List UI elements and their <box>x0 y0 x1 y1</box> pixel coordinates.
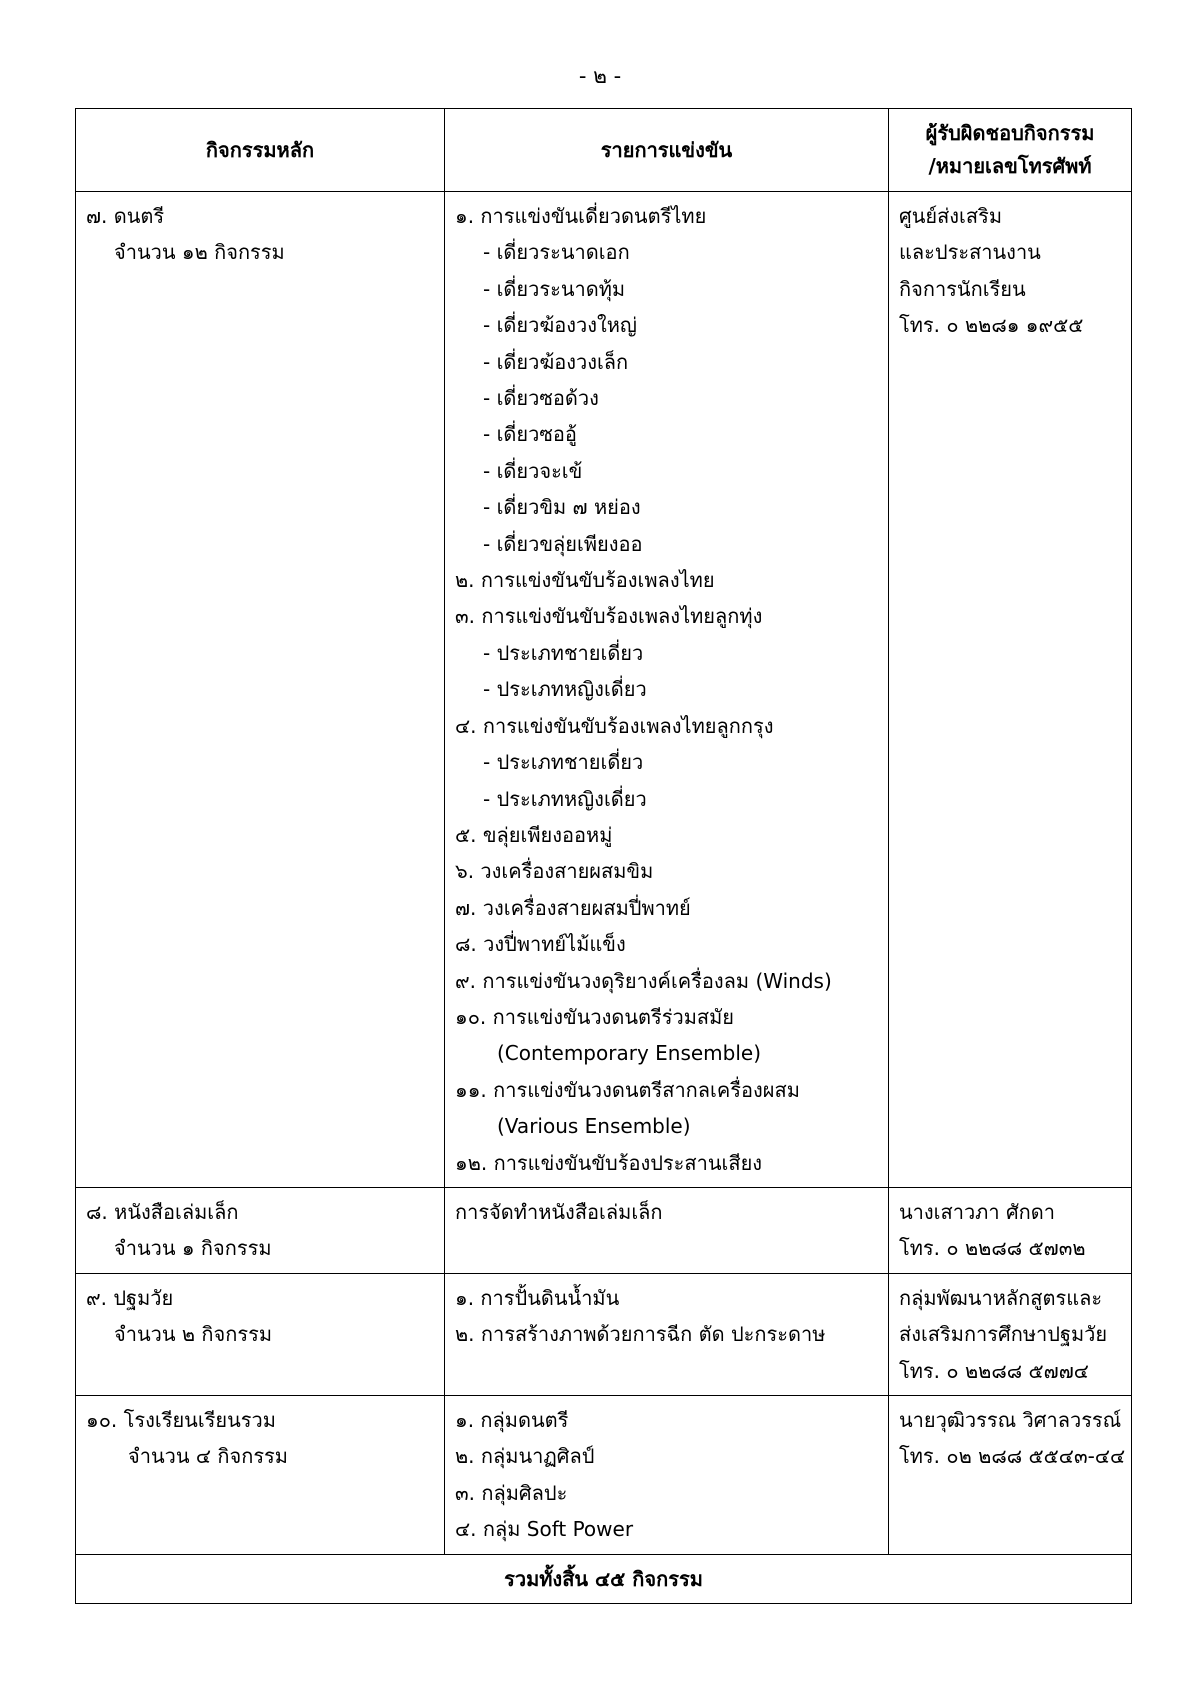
table-row <box>76 1273 1132 1395</box>
responsible-line: กิจการนักเรียน <box>899 276 1026 301</box>
activity-title: ๑๐. โรงเรียนเรียนรวม <box>86 1408 276 1432</box>
list-item: - เดี่ยวฆ้องวงใหญ่ <box>483 313 637 338</box>
responsible-line: โทร. ๐ ๒๒๘๘ ๕๗๓๒ <box>899 1236 1086 1261</box>
list-item: ๑๑. การแข่งขันวงดนตรีสากลเครื่องผสม <box>455 1077 800 1102</box>
list-item: - เดี่ยวระนาดทุ้ม <box>483 276 626 301</box>
responsible-line: กลุ่มพัฒนาหลักสูตรและ <box>899 1285 1103 1310</box>
header-competition-list: รายการแข่งขัน <box>445 109 889 192</box>
responsible-line: โทร. ๐ ๒๒๘๑ ๑๙๕๕ <box>899 313 1084 338</box>
list-item: การจัดทำหนังสือเล่มเล็ก <box>455 1199 663 1224</box>
activities-table <box>75 108 1132 1604</box>
list-item: - เดี่ยวจะเข้ <box>483 458 583 483</box>
list-item: - ประเภทหญิงเดี่ยว <box>483 786 647 811</box>
list-item: ๙. การแข่งขันวงดุริยางค์เครื่องลม (Winds) <box>455 968 832 993</box>
list-item: (Contemporary Ensemble) <box>497 1041 762 1066</box>
list-item: ๔. การแข่งขันขับร้องเพลงไทยลูกกรุง <box>455 713 774 738</box>
responsible-cell <box>889 1396 1132 1555</box>
list-item: (Various Ensemble) <box>497 1114 691 1139</box>
list-item: ๑. การแข่งขันเดี่ยวดนตรีไทย <box>455 204 707 228</box>
list-item: ๕. ขลุ่ยเพียงออหมู่ <box>455 822 613 847</box>
list-item: ๓. กลุ่มศิลปะ <box>455 1480 568 1505</box>
responsible-line: โทร. ๐ ๒๒๘๘ ๕๗๗๔ <box>899 1358 1089 1383</box>
list-item: - ประเภทชายเดี่ยว <box>483 640 644 665</box>
list-item: - เดี่ยวฆ้องวงเล็ก <box>483 349 629 374</box>
list-item: - ประเภทหญิงเดี่ยว <box>483 677 647 702</box>
activity-cell <box>76 1273 445 1395</box>
responsible-cell <box>889 1273 1132 1395</box>
list-item: ๑. การปั้นดินน้ำมัน <box>455 1285 620 1310</box>
table-header-row <box>76 109 1132 192</box>
list-item: ๘. วงปี่พาทย์ไม้แข็ง <box>455 932 626 957</box>
responsible-cell <box>889 192 1132 1188</box>
responsible-line: นายวุฒิวรรณ วิศาลวรรณ์ <box>899 1408 1122 1432</box>
list-item: ๒. การแข่งขันขับร้องเพลงไทย <box>455 568 715 593</box>
list-item: - ประเภทชายเดี่ยว <box>483 750 644 775</box>
header-main-activity: กิจกรรมหลัก <box>76 109 445 192</box>
total-label: รวมทั้งสิ้น ๔๕ กิจกรรม <box>76 1554 1132 1603</box>
page-number: - ๒ - <box>578 64 622 88</box>
table-row <box>76 192 1132 1188</box>
activity-count: จำนวน ๑๒ กิจกรรม <box>114 240 285 265</box>
list-item: ๑๐. การแข่งขันวงดนตรีร่วมสมัย <box>455 1004 735 1029</box>
activity-cell <box>76 192 445 1188</box>
list-item: ๑. กลุ่มดนตรี <box>455 1408 569 1432</box>
activity-count: จำนวน ๒ กิจกรรม <box>114 1322 273 1347</box>
list-item: ๒. การสร้างภาพด้วยการฉีก ตัด ปะกระดาษ <box>455 1322 826 1347</box>
header-responsible-line2: /หมายเลขโทรศัพท์ <box>928 154 1092 178</box>
list-item: - เดี่ยวระนาดเอก <box>483 240 630 265</box>
list-item: ๗. วงเครื่องสายผสมปี่พาทย์ <box>455 895 691 920</box>
competition-cell <box>445 192 889 1188</box>
activity-title: ๙. ปฐมวัย <box>86 1285 174 1310</box>
list-item: - เดี่ยวซอด้วง <box>483 386 599 411</box>
header-responsible-line1: ผู้รับผิดชอบกิจกรรม <box>925 121 1095 145</box>
responsible-line: นางเสาวภา ศักดา <box>899 1199 1055 1224</box>
table-row <box>76 1187 1132 1273</box>
total-row <box>76 1554 1132 1603</box>
responsible-cell <box>889 1187 1132 1273</box>
competition-cell <box>445 1396 889 1555</box>
list-item: ๒. กลุ่มนาฏศิลป์ <box>455 1444 595 1469</box>
activity-count: จำนวน ๑ กิจกรรม <box>114 1236 272 1261</box>
activity-title: ๗. ดนตรี <box>86 204 165 228</box>
list-item: - เดี่ยวขิม ๗ หย่อง <box>483 495 641 520</box>
responsible-line: ส่งเสริมการศึกษาปฐมวัย <box>899 1322 1108 1347</box>
competition-cell <box>445 1187 889 1273</box>
list-item: - เดี่ยวซออู้ <box>483 422 577 447</box>
responsible-line: ศูนย์ส่งเสริม <box>899 204 1003 228</box>
activity-count: จำนวน ๔ กิจกรรม <box>128 1444 288 1469</box>
list-item: - เดี่ยวขลุ่ยเพียงออ <box>483 531 643 556</box>
list-item: ๑๒. การแข่งขันขับร้องประสานเสียง <box>455 1150 763 1175</box>
list-item: ๖. วงเครื่องสายผสมขิม <box>455 859 654 884</box>
activity-title: ๘. หนังสือเล่มเล็ก <box>86 1199 239 1224</box>
list-item: ๔. กลุ่ม Soft Power <box>455 1517 634 1542</box>
competition-cell <box>445 1273 889 1395</box>
list-item: ๓. การแข่งขันขับร้องเพลงไทยลูกทุ่ง <box>455 604 763 629</box>
activity-cell <box>76 1396 445 1555</box>
responsible-line: โทร. ๐๒ ๒๘๘ ๕๕๔๓-๔๔ <box>899 1444 1126 1469</box>
table-row <box>76 1396 1132 1555</box>
activity-cell <box>76 1187 445 1273</box>
responsible-line: และประสานงาน <box>899 240 1041 265</box>
header-responsible <box>889 109 1132 192</box>
